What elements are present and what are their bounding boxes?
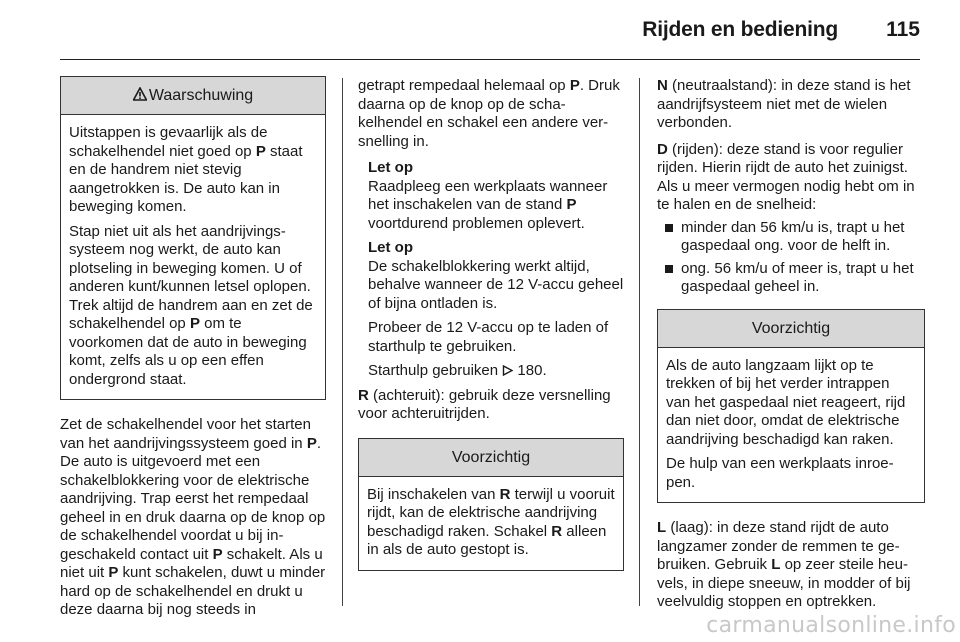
list-item: minder dan 56 km/u is, trapt u het gaspedaal ong. voor de helft in. [657, 219, 925, 256]
caution-box [657, 309, 925, 504]
column-2 [358, 77, 624, 571]
caution-box-title: Voorzichtig [359, 439, 623, 477]
warning-paragraph: Uitstappen is gevaarlijk als de schakelhendel niet goed op P staat en de handrem niet stevig aangetrokken is. De auto kan in beweging komen. [69, 124, 303, 215]
header-divider [60, 59, 920, 60]
note-block: Let op De schakelblokkering werkt altijd, behalve wanneer de 12 V-accu geheel of bijna ontladen is. Probeer de 12 V-accu op te laden of starthulp te gebruiken. Starthulp gebruiken 180. [368, 239, 624, 379]
reference-arrow-icon [502, 365, 513, 376]
warning-paragraph: Stap niet uit als het aandrijvingssysteem nog werkt, de auto kan plotseling in beweging komen. U of anderen kunt/kunnen letsel oplopen. Trek altijd de handrem aan en zet de schakelhendel op P om te voorkomen dat de auto in beweging komt, zelfs als u op een effen ondergrond staat. [69, 222, 313, 388]
page-number: 115 [886, 18, 920, 41]
column-3 [657, 77, 925, 618]
page-header [0, 0, 960, 70]
note-block: Let op Raadpleeg een werkplaats wanneer het inschakelen van de stand P voortdurend problemen oplevert. [368, 159, 624, 233]
caution-box-body: Als de auto langzaam lijkt op te trekken of bij het verder intrappen van het gaspedaal niet reageert, rijd dan niet door, omdat de elektrische aandrijving beschadigd kan raken. De hulp van een werkplaats inroepen. [666, 356, 906, 491]
warning-box-title [61, 77, 325, 115]
body-paragraph: N (neutraalstand): in deze stand is het aandrijfsysteem niet met de wielen verbonden. [657, 77, 911, 131]
bullet-square-icon [665, 224, 673, 232]
body-paragraph: Zet de schakelhendel voor het starten van het aandrijvingssysteem goed in P. De auto is uitgevoerd met een schakelblokkering voor de elektrische aandrijving. Trap eerst het rempedaal geheel in en druk daarna op de knop op de schakelhendel voordat u bij ingeschakeld contact uit P schakelt. Als u niet uit P kunt schakelen, duwt u minder hard op de schakelhendel en drukt u deze daarna bij nog steeds in [60, 416, 326, 618]
warning-box [60, 76, 326, 400]
watermark: carmanualsonline.info [706, 613, 956, 638]
note-label: Let op [368, 159, 413, 176]
bullet-list [657, 219, 925, 297]
column-1 [60, 76, 326, 626]
body-paragraph: L (laag): in deze stand rijdt de auto langzamer zonder de remmen te gebruiken. Gebruik L op zeer steile heuvels, in diepe sneeuw, in modder of bij veelvuldig stoppen en optrekken. [657, 519, 911, 610]
body-paragraph: R (achteruit): gebruik deze versnelling voor achteruitrijden. [358, 386, 611, 422]
caution-box-body: Bij inschakelen van R terwijl u vooruit rijdt, kan de elektrische aandrijving beschadigd raken. Schakel R alleen in als de auto gestopt is. [367, 485, 615, 558]
body-paragraph: getrapt rempedaal helemaal op P. Druk daarna op de knop op de schakelhendel en schakel een andere versnelling in. [358, 77, 620, 150]
body-paragraph: D (rijden): deze stand is voor regulier rijden. Hierin rijdt de auto het zuinigst. Als u meer vermogen nodig hebt om in te halen en de snelheid: [657, 140, 915, 213]
caution-box-title: Voorzichtig [658, 310, 924, 348]
column-divider [639, 78, 640, 606]
chapter-title: Rijden en bediening [642, 18, 838, 41]
warning-title-text: Waarschuwing [148, 87, 254, 104]
bullet-square-icon [665, 265, 673, 273]
warning-box-body [61, 115, 325, 399]
note-label: Let op [368, 239, 413, 256]
caution-box [358, 438, 624, 571]
warning-triangle-icon [133, 87, 147, 101]
column-divider [342, 78, 343, 606]
list-item: ong. 56 km/u of meer is, trapt u het gaspedaal geheel in. [657, 260, 925, 297]
